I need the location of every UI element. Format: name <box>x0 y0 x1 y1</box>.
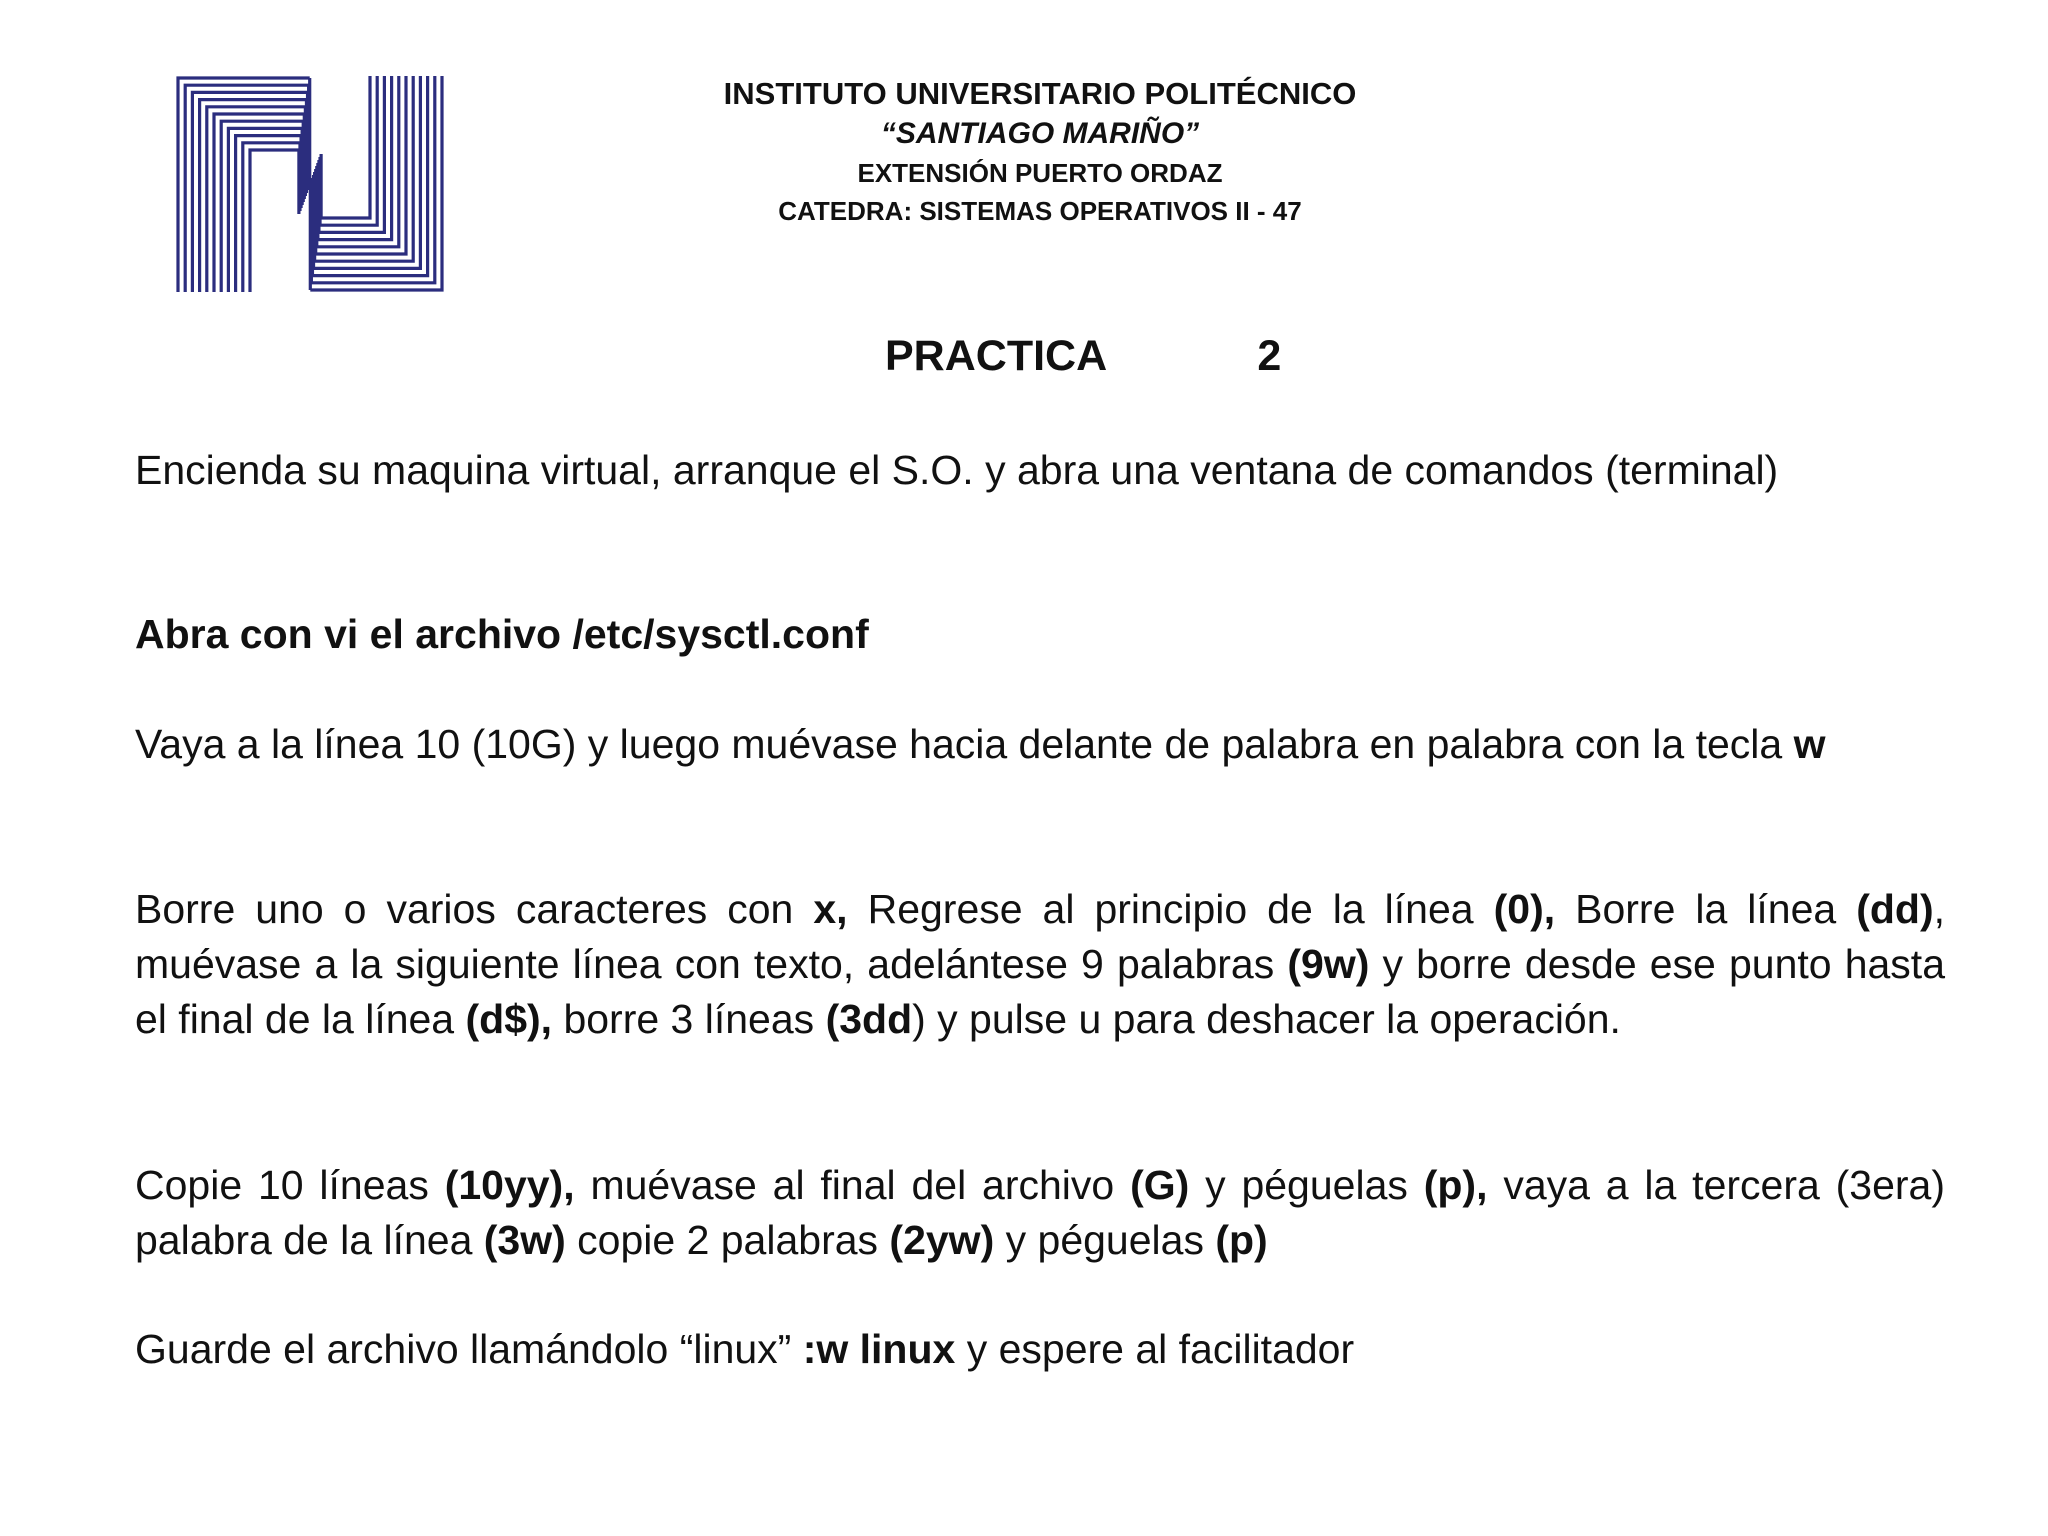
extension-name: EXTENSIÓN PUERTO ORDAZ <box>857 158 1223 188</box>
command-key: :w linux <box>802 1326 956 1372</box>
command-key: w <box>1793 721 1826 767</box>
command-key: (d$), <box>465 996 553 1042</box>
instruction-paragraph-4 <box>135 882 1945 1047</box>
text-run: vaya a la tercera (3era) palabra de la línea <box>135 1162 1946 1263</box>
command-key: (0), <box>1493 886 1556 932</box>
text-run: y borre desde ese punto hasta el final de la línea <box>135 941 1945 1042</box>
text-run: Copie 10 líneas <box>135 1162 445 1208</box>
text-run: ) y pulse u para deshacer la operación. <box>912 996 1621 1042</box>
command-key: (10yy), <box>444 1162 575 1208</box>
text-run: Regrese al principio de la línea <box>847 886 1494 932</box>
command-key: (9w) <box>1287 941 1370 987</box>
page-title: PRACTICA 2 <box>885 332 1282 380</box>
institution-header <box>540 74 1540 230</box>
text-run: y péguelas <box>1189 1162 1424 1208</box>
instruction-paragraph-2: Abra con vi el archivo /etc/sysctl.conf <box>135 611 869 657</box>
text-run: borre 3 líneas <box>552 996 826 1042</box>
text-run: copie 2 palabras <box>565 1217 890 1263</box>
command-key: (3w) <box>483 1217 566 1263</box>
text-run: Borre la línea <box>1555 886 1857 932</box>
text-run: Guarde el archivo llamándolo “linux” <box>135 1326 803 1372</box>
text-run: Vaya a la línea 10 (10G) y luego muévase hacia delante de palabra en palabra con la tecla <box>135 721 1794 767</box>
text-run: y espere al facilitador <box>955 1326 1355 1372</box>
instruction-paragraph-1: Encienda su maquina virtual, arranque el S.O. y abra una ventana de comandos (terminal) <box>135 447 1779 493</box>
catedra-name: CATEDRA: SISTEMAS OPERATIVOS II - 47 <box>778 196 1302 226</box>
command-key: (G) <box>1130 1162 1190 1208</box>
text-run: y péguelas <box>994 1217 1216 1263</box>
command-key: (p), <box>1423 1162 1488 1208</box>
text-run: Borre uno o varios caracteres con <box>135 886 814 932</box>
command-key: x, <box>813 886 848 932</box>
instruction-paragraph-3 <box>135 717 1945 772</box>
institution-logo-icon <box>176 76 444 292</box>
instruction-paragraph-6 <box>135 1322 1945 1377</box>
text-run: muévase al final del archivo <box>574 1162 1131 1208</box>
institution-name: INSTITUTO UNIVERSITARIO POLITÉCNICO <box>723 76 1357 111</box>
logo-stripes <box>178 76 442 292</box>
institution-subtitle: “SANTIAGO MARIÑO” <box>880 117 1200 150</box>
command-key: (3dd <box>825 996 913 1042</box>
command-key: (2yw) <box>889 1217 995 1263</box>
command-key: (p) <box>1215 1217 1268 1263</box>
instruction-paragraph-5 <box>135 1158 1945 1268</box>
command-key: (dd) <box>1856 886 1934 932</box>
text-run: , muévase a la siguiente línea con texto, adelántese 9 palabras <box>135 886 1946 987</box>
